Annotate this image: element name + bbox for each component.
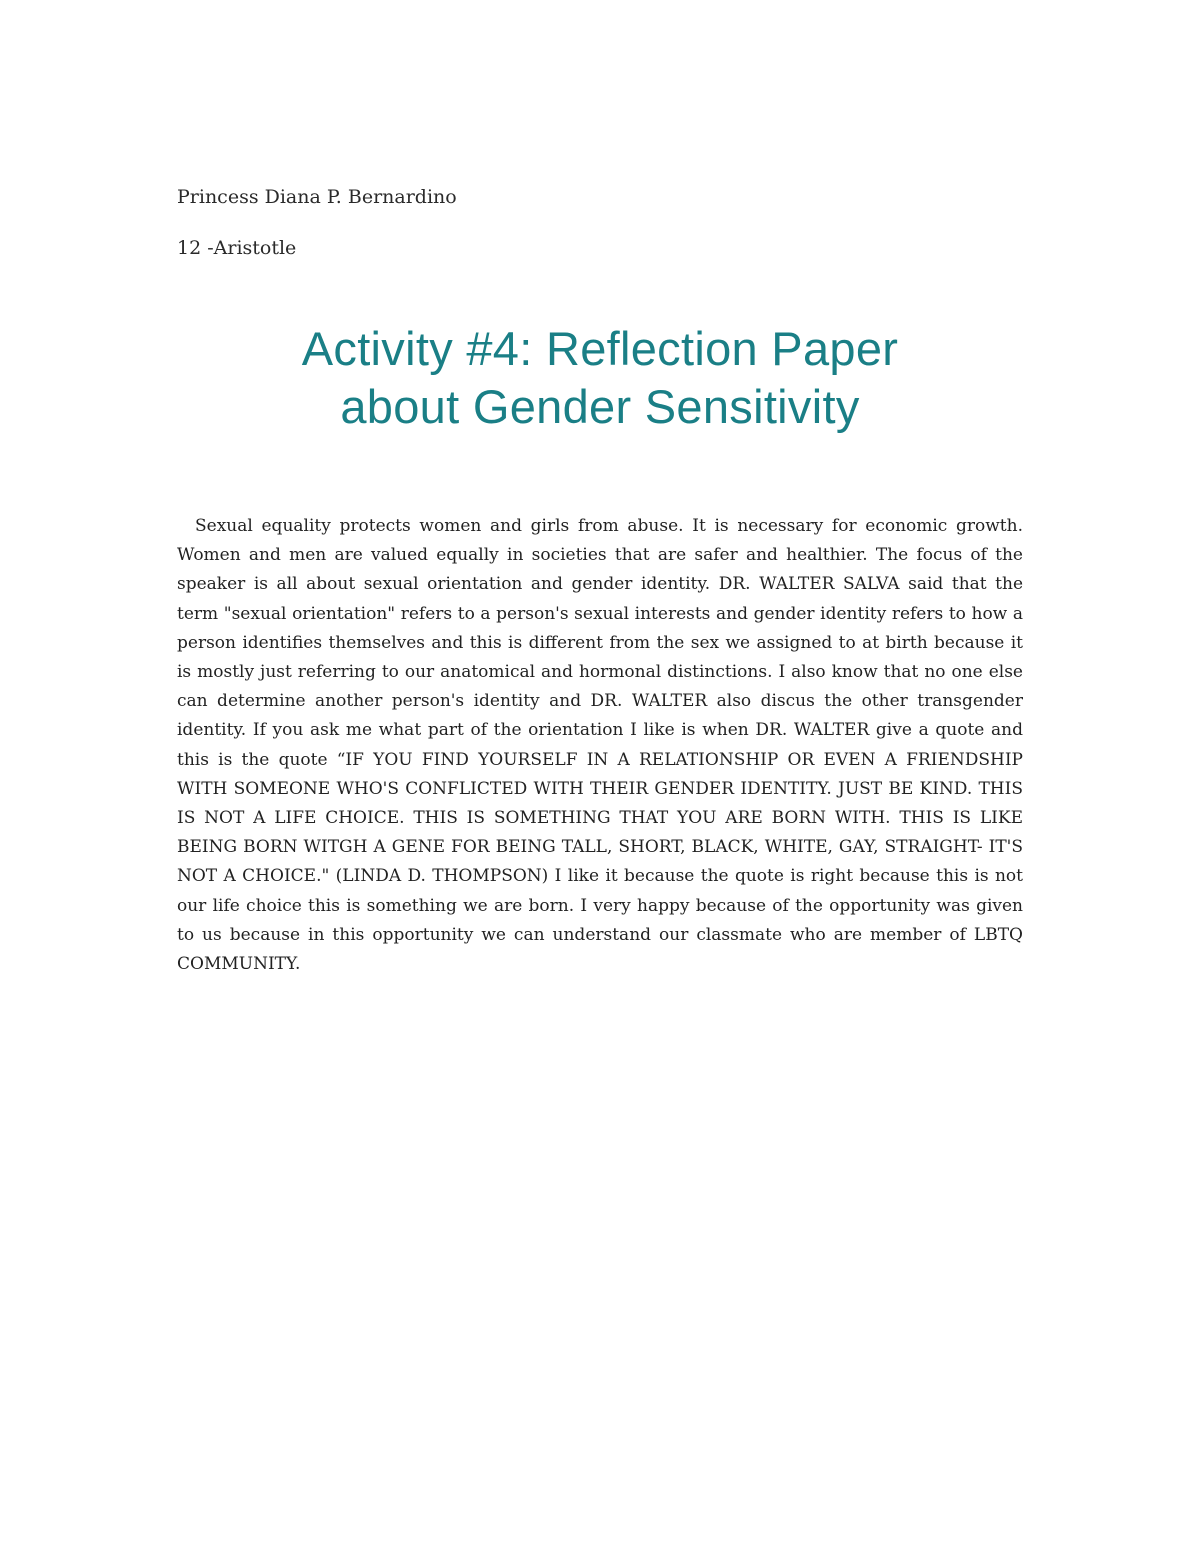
page-title — [177, 320, 1023, 436]
author-name: Princess Diana P. Bernardino — [177, 186, 457, 208]
page-title-line-1: Activity #4: Reflection Paper — [301, 322, 899, 375]
reflection-paragraph: Sexual equality protects women and girls from abuse. It is necessary for economic growth. Women and men are valued equally in societies that are safer and healthier. The focus of the speaker is all about sexual orientation and gender identity. DR. WALTER SALVA said that the term "sexual orientation" refers to a person's sexual interests and gender identity refers to how a person identifies themselves and this is different from the sex we assigned to at birth because it is mostly just referring to our anatomical and hormonal distinctions. I also know that no one else can determine another person's identity and DR. WALTER also discus the other transgender identity. If you ask me what part of the orientation I like is when DR. WALTER give a quote and this is the quote “IF YOU FIND YOURSELF IN A RELATIONSHIP OR EVEN A FRIENDSHIP WITH SOMEONE WHO'S CONFLICTED WITH THEIR GENDER IDENTITY. JUST BE KIND. THIS IS NOT A LIFE CHOICE. THIS IS SOMETHING THAT YOU ARE BORN WITH. THIS IS LIKE BEING BORN WITGH A GENE FOR BEING TALL, SHORT, BLACK, WHITE, GAY, STRAIGHT- IT'S NOT A CHOICE." (LINDA D. THOMPSON) I like it because the quote is right because this is not our life choice this is something we are born. I very happy because of the opportunity was given to us because in this opportunity we can understand our classmate who are member of LBTQ COMMUNITY. — [177, 516, 1023, 975]
page-title-line-2: about Gender Sensitivity — [340, 380, 860, 433]
section-name: 12 -Aristotle — [177, 237, 297, 259]
